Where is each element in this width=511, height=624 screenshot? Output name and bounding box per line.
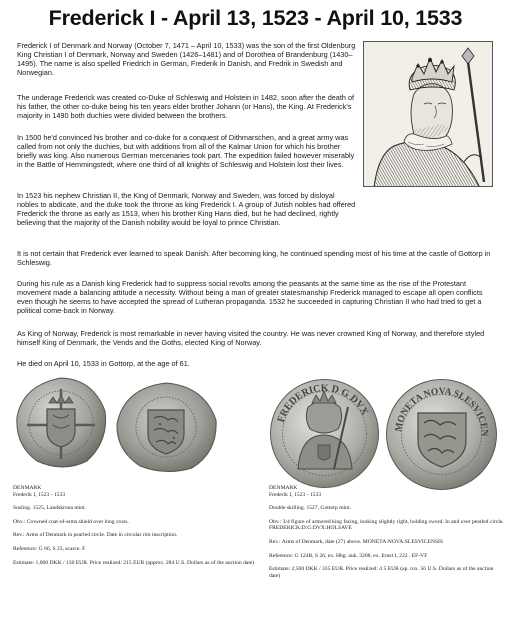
- coin1-obverse-image: [13, 375, 109, 471]
- paragraph-language: It is not certain that Frederick ever learned to speak Danish. After becoming king, he continued spending most of his time at the castle of Gottorp in Schleswig.: [17, 249, 491, 267]
- coin2-reference: Reference: G 124B, S 26, ex. Hbg. auk. 3208, ex. Ernst I, 222 . EF-VF: [269, 552, 428, 559]
- coin1-country: DENMARK: [13, 485, 42, 491]
- coin1-denomination: Sosling. 1525, Landskrona mint.: [13, 505, 87, 512]
- coin2-reverse-inscription: MONETA NOVA SLESVICEN: [393, 386, 490, 437]
- coin2-obverse: Obv.: 3/4 figure of armored king facing, looking slightly right, holding sword. In and over pearled circle. FREDERICK:D:G:DVX:HOLSAVE: [269, 518, 504, 532]
- paragraph-dithmarschen: In 1500 he'd convinced his brother and co-duke for a conquest of Dithmarschen, and a great army was called from not only the duchies, but with additions from all of the Kalmar Union for which his brother briefly was king. Also numerous German mercenaries took part. The expedition failed however miserably in the Battle of Hemmingstedt, where one third of all knights of Schleswig and Holstein lost their lives.: [17, 133, 355, 169]
- paragraph-norway: As King of Norway, Frederick is most remarkable in never having visited the country. He was never crowned King of Norway, and therefore styled himself King of Denmark, the Vends and the Goths, elected King of Norway.: [17, 329, 485, 347]
- paragraph-death: He died on April 10, 1533 in Gottorp, at the age of 61.: [17, 359, 190, 368]
- coin2-reverse: Rev.: Arms of Denmark, date (27) above. MONETA:NOVA:SLESVICENSIS: [269, 538, 444, 545]
- paragraph-duke: The underage Frederick was created co-Duke of Schleswig and Holstein in 1482, soon after the death of his father, the other co-duke being his ten years elder brother Johann (or Hans), the King. At Frederick's majority in 1490 both duchies were divided between the brothers.: [17, 93, 355, 120]
- coin2-ruler: Frederik I, 1523 - 1533: [269, 491, 322, 498]
- coin2-denomination: Double skilling. 1527, Gottorp mint.: [269, 505, 351, 512]
- paragraph-parentage: Frederick I of Denmark and Norway (October 7, 1471 – April 10, 1533) was the son of the first Oldenburg King Christian I of Denmark, Norway and Sweden (1426–1481) and of Dorothea of Brandenburg (1430–1495). The name is also spelled Friedrich in German, Frederik in Danish, and Fredrik in Swedish and Norwegian.: [17, 41, 356, 77]
- coin2-obverse-image: [268, 377, 381, 490]
- coin2-estimate: Estimate: 2,500 DKK / 335 EUR. Price realized: 4 5 EUR (ap. rox. 56 U.S. Dollars as of the auction date): [269, 566, 494, 579]
- coin2-country: DENMARK: [269, 485, 298, 491]
- coin2-reverse-image: [384, 377, 499, 492]
- coin1-reference: Reference: G 66, S 23, scarce. F: [13, 545, 86, 552]
- coin2-obverse-inscription: FREDERICK D G DVX: [275, 382, 371, 424]
- portrait-engraving: [363, 41, 493, 187]
- paragraph-rule: During his rule as a Danish king Frederick had to suppress social revolts among the peasants at the same time as the rise of the Protestant movement made a balancing attitude a necessity. Without being a man of greater statesmanship Frederick managed to escape all open conflicts even though he seems to have accepted the spread of Lutheran propaganda. 1532 he succeeded in capturing Christian II who had tried to get a political come-back in Norway.: [17, 279, 483, 315]
- coin1-obverse: Obv.: Crowned coat-of-arms shield over long cross.: [13, 518, 129, 525]
- coin1-caption: [13, 485, 258, 566]
- coin1-estimate: Estimate: 1,000 DKK / 130 EUR. Price realized: 215 EUR (approx. 284 U.S. Dollars as of the auction date): [13, 559, 255, 566]
- coin2-caption: [269, 485, 504, 579]
- page-title: Frederick I - April 13, 1523 - April 10, 1533: [48, 6, 463, 30]
- paragraph-kingship: In 1523 his nephew Christian II, the King of Denmark, Norway and Sweden, was forced by disloyal nobles to abdicate, and the duke took the throne as king Frederick I. A group of Jutish nobles had offered Frederick the throne as early as 1513, when his brother King Hans died, but he had declined, rightly believing that the majority of the Danish nobility would be loyal to prince Christian.: [17, 191, 356, 227]
- coin1-reverse-image: [112, 380, 220, 474]
- coin1-reverse: Rev.: Arms of Denmark in pearled circle. Date in circular rim inscription.: [13, 532, 178, 539]
- coin1-ruler: Frederik I, 1523 - 1533: [13, 491, 66, 498]
